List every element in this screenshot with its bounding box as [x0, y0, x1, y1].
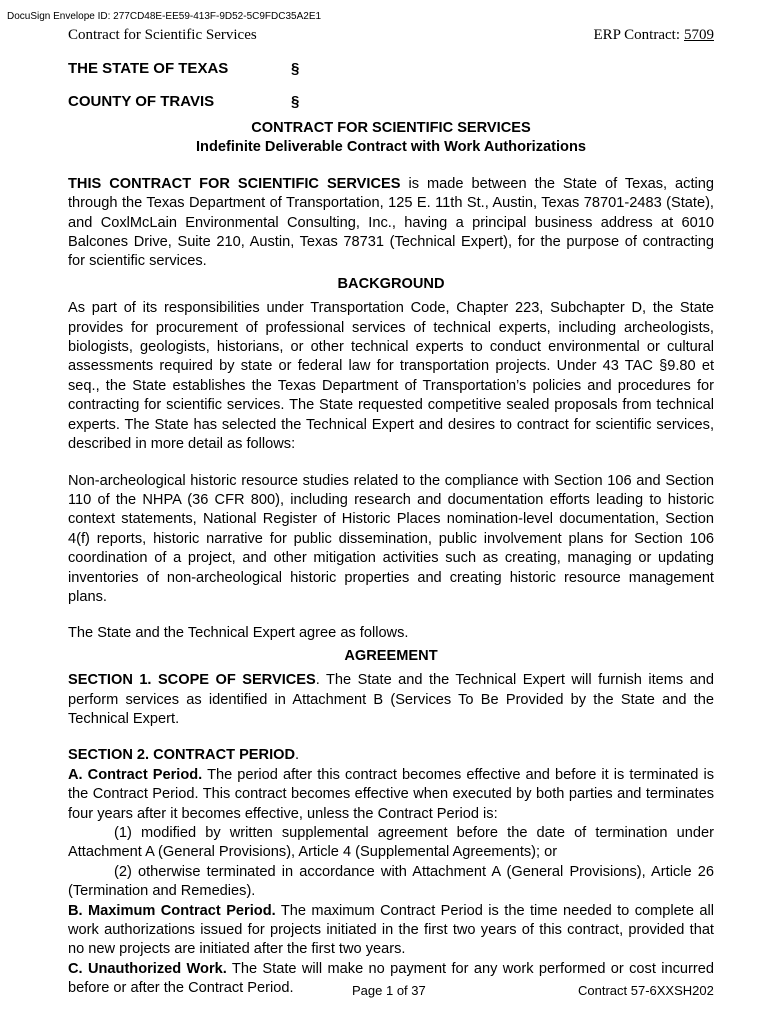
document-body: [68, 119, 714, 999]
section-2-title: SECTION 2. CONTRACT PERIOD: [68, 747, 296, 764]
caption-county: COUNTY OF TRAVIS: [68, 93, 215, 110]
footer-contract-number: Contract 57-6XXSH202: [578, 983, 714, 998]
caption-state: THE STATE OF TEXAS: [68, 60, 229, 77]
header-title: Contract for Scientific Services: [68, 27, 257, 43]
section-symbol-county: §: [291, 93, 300, 110]
section-1-heading: SECTION 1. SCOPE OF SERVICES: [68, 672, 316, 689]
background-heading: BACKGROUND: [337, 275, 445, 292]
erp-label: ERP Contract:: [593, 27, 680, 43]
background-paragraph-2: Non-archeological historic resource studies related to the compliance with Section 106 and Section 110 of the NHPA (36 CFR 800), including research and documentation efforts leading to historic context statements, National Register of Historic Places nomination-level documentation, Section 4(f) reports, historic narrative for public dissemination, public involvement plans for Section 106 coordination of a project, and other mitigation activities such as creating, managing or updating inventories of non-archeological historic properties and creating historic resource management plans.: [68, 472, 714, 605]
section-1: [68, 671, 714, 729]
intro-text: is made between the State of Texas, acting through the Texas Department of Transportation, 125 E. 11th St., Austin, Texas 78701-2483 (State), and CoxlMcLain Environmental Consulting, Inc., having a principal business address at 6010 Balcones Drive, Suite 210, Austin, Texas 78731 (Technical Expert), for the purpose of contracting for scientific services.: [68, 175, 714, 270]
section-symbol-state: §: [291, 60, 300, 77]
background-paragraph-1: As part of its responsibilities under Transportation Code, Chapter 223, Subchapter D, the State provides for procurement of professional services of technical experts, including archeologists, biologists, geologists, historians, or other technical experts to conduct environmental or cultural assessments required by state or federal law for transportation projects. Under 43 TAC §9.80 et seq., the State establishes the Texas Department of Transportation’s policies and procedures for contracting for scientific services. The State requested competitive sealed proposals from technical experts. The State has selected the Technical Expert and desires to contract for scientific services, described in more detail as follows:: [68, 300, 714, 453]
section-2c-heading: C. Unauthorized Work.: [68, 960, 227, 977]
section-2a-item-2: (2) otherwise terminated in accordance with Attachment A (General Provisions), Article 26 (Termination and Remedies).: [68, 863, 714, 900]
page-number: Page 1 of 37: [352, 983, 426, 998]
section-2a-heading: A. Contract Period.: [68, 766, 203, 783]
header-erp-contract: [593, 27, 714, 44]
document-title: CONTRACT FOR SCIENTIFIC SERVICES: [251, 120, 531, 136]
erp-number: 5709: [684, 27, 714, 43]
section-1-text: . The State and the Technical Expert will furnish items and perform services as identified in Attachment B (Services To Be Provided by the State and the Technical Expert.: [68, 672, 714, 727]
section-2-heading: SECTION 2. CONTRACT PERIOD.: [68, 747, 300, 764]
section-2b-heading: B. Maximum Contract Period.: [68, 902, 276, 919]
section-2a: [68, 766, 714, 824]
docusign-envelope-id: DocuSign Envelope ID: 277CD48E-EE59-413F-9D52-5C9FDC35A2E1: [7, 11, 322, 22]
agreement-heading: AGREEMENT: [344, 647, 438, 664]
section-2a-item-1: (1) modified by written supplemental agreement before the date of termination under Attachment A (General Provisions), Article 4 (Supplemental Agreements); or: [68, 825, 714, 861]
section-2b-text: The maximum Contract Period is the time needed to complete all work authorizations issued for projects initiated in the first two years of this contract, provided that no new projects are initiated after the first two years.: [68, 902, 714, 958]
section-2b: [68, 902, 714, 960]
document-subtitle: Indefinite Deliverable Contract with Work Authorizations: [195, 139, 587, 156]
section-2a-text: The period after this contract becomes effective and before it is terminated is the Contract Period. This contract becomes effective when executed by both parties and terminates four years after it becomes effective, unless the Contract Period is:: [68, 766, 715, 822]
background-paragraph-3: The State and the Technical Expert agree as follows.: [68, 625, 409, 642]
intro-lead: THIS CONTRACT FOR SCIENTIFIC SERVICES: [68, 175, 401, 192]
section-2c-text: The State will make no payment for any work performed or cost incurred before or after the Contract Period.: [68, 960, 714, 997]
intro-paragraph: [68, 175, 714, 272]
